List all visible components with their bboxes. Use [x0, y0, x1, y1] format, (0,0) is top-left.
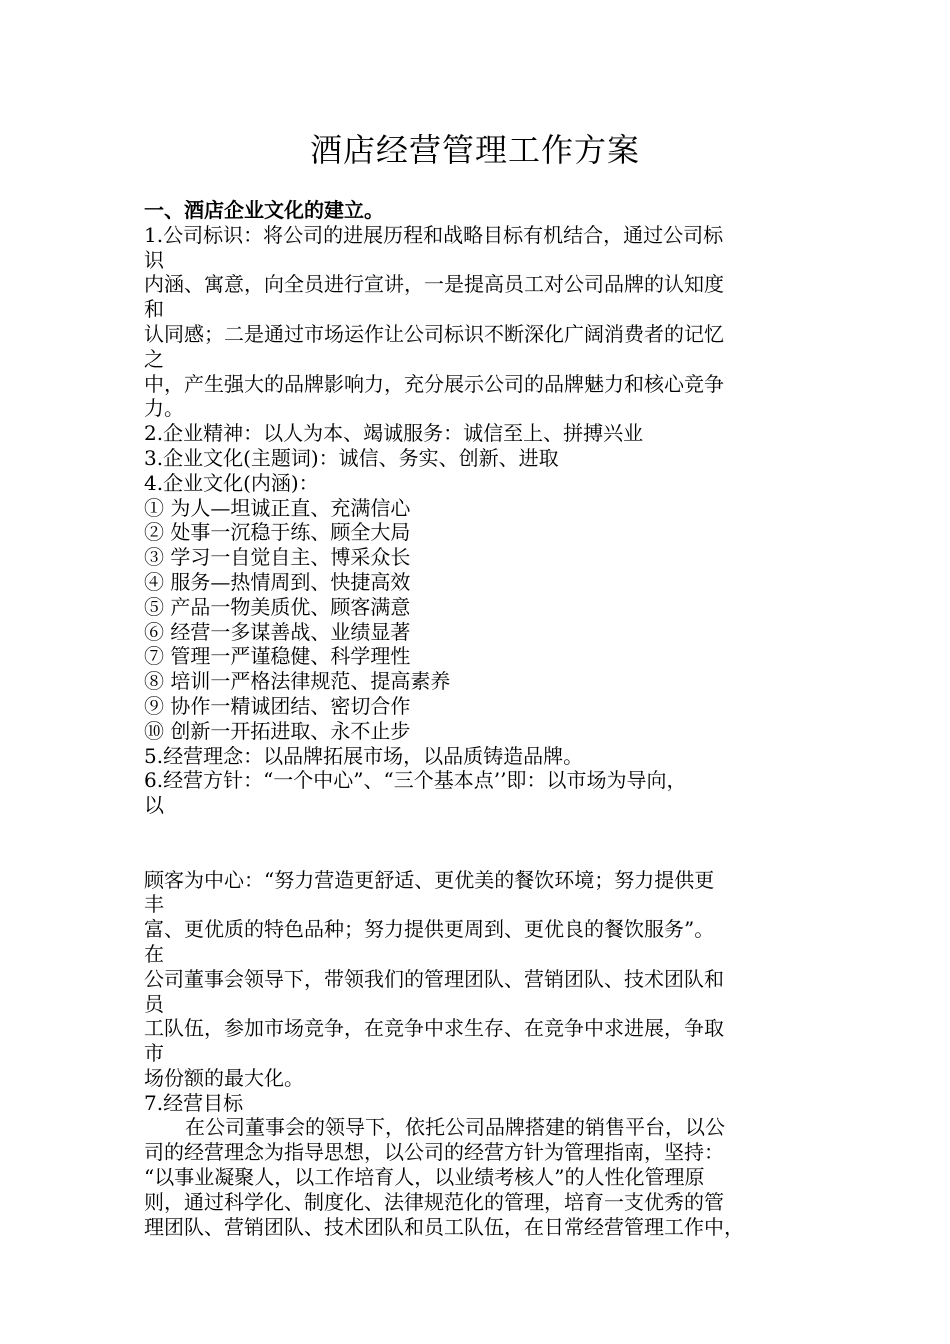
list-item: ② 处事一沉稳于练、顾全大局	[144, 520, 411, 545]
list-item: ④ 服务—热情周到、快捷高效	[144, 569, 411, 594]
paragraph-line: 富、更优质的特色品种；努力提供更周到、更优良的餐饮服务”。	[144, 917, 715, 942]
list-item: ⑥ 经营一多谋善战、业绩显著	[144, 619, 411, 644]
paragraph-line: 工队伍，参加市场竞争，在竞争中求生存、在竞争中求进展，争取	[144, 1016, 724, 1041]
paragraph-line: 力。	[144, 396, 184, 421]
paragraph-line: 以	[144, 793, 164, 818]
document-body	[144, 198, 824, 1239]
paragraph-line: 则，通过科学化、制度化、法律规范化的管理，培育一支优秀的管	[144, 1189, 724, 1214]
list-item: ⑩ 创新一开拓进取、永不止步	[144, 718, 411, 743]
paragraph-line: 4.企业文化(内涵)：	[144, 470, 319, 495]
paragraph-line: 员	[144, 991, 164, 1016]
paragraph-line: 中，产生强大的品牌影响力，充分展示公司的品牌魅力和核心竞争	[144, 371, 724, 396]
paragraph-line: “以事业凝聚人，以工作培育人，以业绩考核人”的人性化管理原	[144, 1165, 705, 1190]
paragraph-line: 3.企业文化(主题词)：诚信、务实、创新、进取	[144, 445, 559, 470]
list-item: ⑤ 产品一物美质优、顾客满意	[144, 594, 411, 619]
paragraph-line: 在公司董事会的领导下，依托公司品牌搭建的销售平台，以公	[185, 1115, 725, 1140]
document-title: 酒店经营管理工作方案	[309, 131, 640, 169]
paragraph-line: 之	[144, 346, 164, 371]
list-item: ⑦ 管理一严谨稳健、科学理性	[144, 644, 411, 669]
list-item: ⑧ 培训一严格法律规范、提高素养	[144, 669, 451, 694]
paragraph-line: 公司董事会领导下，带领我们的管理团队、营销团队、技术团队和	[144, 966, 724, 991]
paragraph-line: 认同感；二是通过市场运作让公司标识不断深化广阔消费者的记忆	[144, 321, 724, 346]
blank-line	[144, 818, 824, 868]
list-item: ③ 学习一自觉自主、博采众长	[144, 545, 411, 570]
paragraph-line: 场份额的最大化。	[144, 1065, 304, 1090]
paragraph-line: 理团队、营销团队、技术团队和员工队伍，在日常经营管理工作中，	[144, 1214, 744, 1239]
paragraph-line: 顾客为中心：“努力营造更舒适、更优美的餐饮环境；努力提供更	[144, 867, 715, 892]
paragraph-line: 丰	[144, 892, 164, 917]
paragraph-line: 市	[144, 1041, 164, 1066]
paragraph-line: 5.经营理念：以品牌拓展市场，以品质铸造品牌。	[144, 743, 584, 768]
paragraph-line: 7.经营目标	[144, 1090, 244, 1115]
paragraph-line: 在	[144, 941, 164, 966]
paragraph-line: 司的经营理念为指导思想，以公司的经营方针为管理指南，坚持：	[144, 1140, 724, 1165]
section-heading: 一、酒店企业文化的建立。	[144, 198, 384, 222]
paragraph-line: 6.经营方针：“一个中心”、“三个基本点’’即：以市场为导向，	[144, 768, 687, 793]
paragraph-line: 和	[144, 297, 164, 322]
paragraph-line: 1.公司标识：将公司的进展历程和战略目标有机结合，通过公司标	[144, 222, 724, 247]
paragraph-line: 2.企业精神：以人为本、竭诚服务：诚信至上、拼搏兴业	[144, 421, 644, 446]
paragraph-line: 内涵、寓意，向全员进行宣讲，一是提高员工对公司品牌的认知度	[144, 272, 724, 297]
paragraph-line: 识	[144, 247, 164, 272]
list-item: ⑨ 协作一精诚团结、密切合作	[144, 693, 411, 718]
list-item: ① 为人—坦诚正直、充满信心	[144, 495, 411, 520]
